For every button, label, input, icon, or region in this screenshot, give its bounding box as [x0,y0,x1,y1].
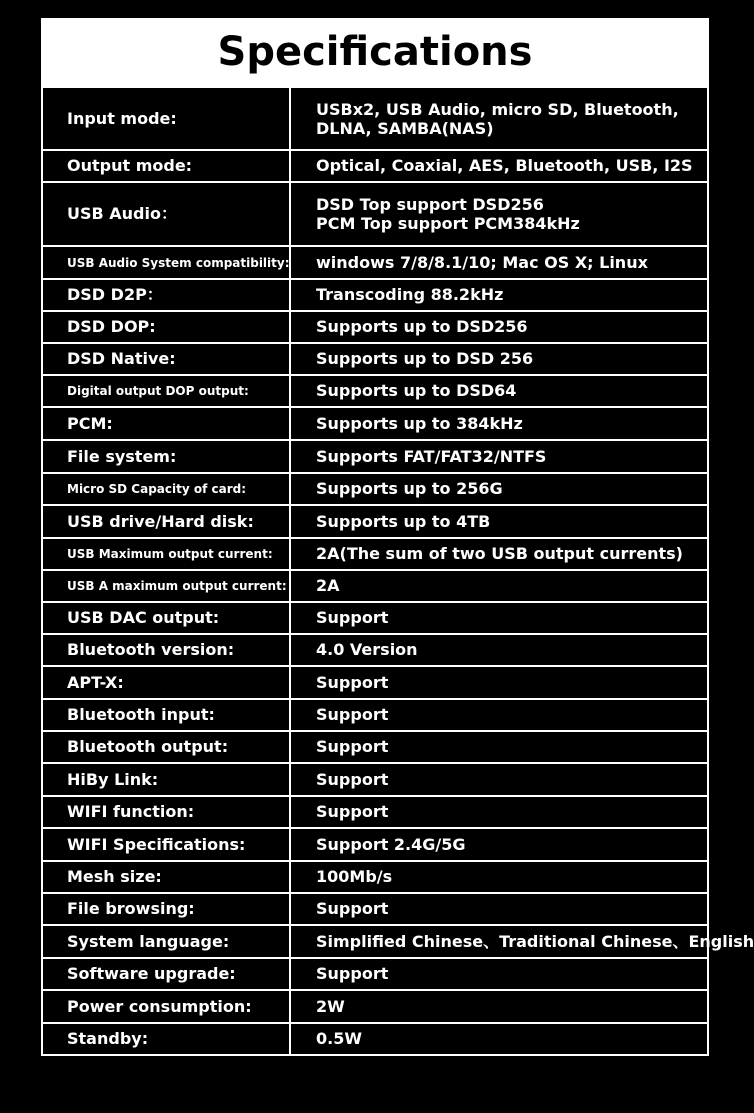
spec-value: Supports FAT/FAT32/NTFS [290,440,708,473]
spec-label: Standby: [42,1023,290,1055]
table-row [42,990,708,1023]
table-row [42,407,708,440]
table-row [42,87,708,150]
spec-value: Supports up to 256G [290,473,708,505]
spec-label: Bluetooth input: [42,699,290,731]
table-row [42,473,708,505]
spec-value: Supports up to DSD 256 [290,343,708,375]
spec-label: File browsing: [42,893,290,925]
table-row [42,505,708,538]
spec-label: USB drive/Hard disk: [42,505,290,538]
spec-label: Digital output DOP output: [42,375,290,407]
table-row [42,343,708,375]
spec-value: 4.0 Version [290,634,708,666]
spec-label: File system: [42,440,290,473]
table-row [42,538,708,570]
spec-value: Supports up to 4TB [290,505,708,538]
spec-label: WIFI Specifications: [42,828,290,861]
table-row [42,570,708,602]
spec-value: 100Mb/s [290,861,708,893]
spec-value: Support 2.4G/5G [290,828,708,861]
spec-value: Support [290,731,708,763]
spec-sheet [41,18,754,1056]
spec-value: DSD Top support DSD256 PCM Top support PCM384kHz [290,182,708,246]
spec-value: Transcoding 88.2kHz [290,279,708,311]
spec-value: Simplified Chinese、Traditional Chinese、English [290,925,708,958]
table-row [42,958,708,990]
spec-label: Micro SD Capacity of card: [42,473,290,505]
table-row [42,666,708,699]
spec-value: windows 7/8/8.1/10; Mac OS X; Linux [290,246,708,279]
table-row [42,279,708,311]
spec-value: Support [290,602,708,634]
table-row [42,150,708,182]
spec-value: Support [290,699,708,731]
spec-table-body [42,87,754,1055]
spec-label: USB Audio System compatibility: [42,246,290,279]
spec-label: Output mode: [42,150,290,182]
spec-value: 0.5W [290,1023,708,1055]
table-row [42,182,708,246]
spec-value: Supports up to DSD64 [290,375,708,407]
spec-value: Support [290,958,708,990]
spec-label: System language: [42,925,290,958]
spec-value: 2W [290,990,708,1023]
spec-label: USB Audio： [42,182,290,246]
table-row [42,634,708,666]
page-title: Specifications [41,18,709,86]
spec-label: USB Maximum output current: [42,538,290,570]
spec-label: USB A maximum output current: [42,570,290,602]
table-row [42,699,708,731]
spec-label: DSD DOP: [42,311,290,343]
table-row [42,893,708,925]
table-row [42,925,708,958]
spec-table [41,86,754,1056]
spec-label: DSD D2P： [42,279,290,311]
spec-label: Power consumption: [42,990,290,1023]
spec-label: APT-X: [42,666,290,699]
spec-label: Bluetooth output: [42,731,290,763]
spec-value: Support [290,763,708,796]
spec-label: HiBy Link: [42,763,290,796]
table-row [42,796,708,828]
spec-label: WIFI function: [42,796,290,828]
table-row [42,602,708,634]
spec-value: USBx2, USB Audio, micro SD, Bluetooth, DLNA, SAMBA(NAS) [290,87,708,150]
table-row [42,440,708,473]
spec-value: Support [290,666,708,699]
spec-label: Input mode: [42,87,290,150]
spec-label: Mesh size: [42,861,290,893]
spec-value: Supports up to 384kHz [290,407,708,440]
table-row [42,246,708,279]
table-row [42,311,708,343]
table-row [42,731,708,763]
table-row [42,828,708,861]
spec-label: Bluetooth version: [42,634,290,666]
table-row [42,1023,708,1055]
spec-value: Optical, Coaxial, AES, Bluetooth, USB, I2S [290,150,708,182]
spec-label: PCM: [42,407,290,440]
spec-value: 2A [290,570,708,602]
spec-value: Support [290,893,708,925]
spec-value: Supports up to DSD256 [290,311,708,343]
spec-label: USB DAC output: [42,602,290,634]
spec-value: 2A(The sum of two USB output currents) [290,538,708,570]
table-row [42,763,708,796]
table-row [42,861,708,893]
spec-label: Software upgrade: [42,958,290,990]
spec-value: Support [290,796,708,828]
table-row [42,375,708,407]
spec-label: DSD Native: [42,343,290,375]
